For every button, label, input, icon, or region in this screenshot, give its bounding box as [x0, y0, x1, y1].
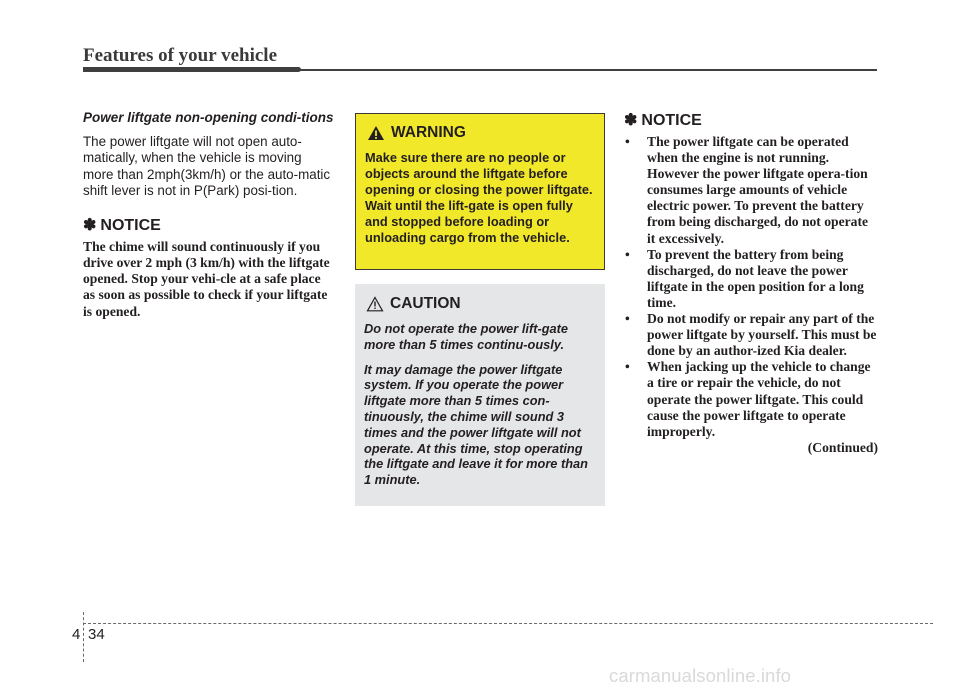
footer-dashed-divider	[83, 612, 84, 662]
continued-label: (Continued)	[807, 439, 878, 455]
page-header-title: Features of your vehicle	[83, 45, 278, 66]
watermark-text: carmanualsonline.info	[609, 665, 792, 686]
notice-item: • When jacking up the vehicle to change a tire or repair the vehicle, do not operate the power liftgate. This could cause the power liftgate to operate improperly.	[624, 359, 878, 439]
liftgate-non-opening-text: The power liftgate will not open auto-matically, when the vehicle is moving more than 2mph(3km/h) or the auto-matic shift lever is not in P(Park) posi-tion.	[83, 134, 331, 198]
caution-box	[355, 284, 605, 506]
footer-dashed-rule	[83, 623, 933, 624]
notice-text-left: The chime will sound continuously if you drive over 2 mph (3 km/h) with the liftgate opened. Stop your vehi-cle at a safe place as soon as possible to check if your liftgate is opened.	[83, 239, 330, 319]
header-rule-thick	[83, 67, 301, 72]
caution-paragraph-1: Do not operate the power lift-gate more than 5 times continu-ously.	[364, 321, 569, 352]
caution-title-row	[366, 292, 596, 316]
header-rule-thin	[300, 69, 877, 71]
warning-triangle-icon	[367, 125, 385, 141]
chapter-number: 4	[72, 626, 81, 643]
caution-triangle-icon	[366, 296, 384, 312]
warning-title-row	[367, 121, 595, 145]
notice-asterisk-icon: ✽	[83, 217, 97, 235]
notice-title-right: NOTICE	[641, 112, 702, 129]
notice-heading-right	[624, 111, 878, 131]
notice-heading-left	[83, 216, 335, 236]
warning-box	[355, 113, 605, 270]
warning-title: WARNING	[391, 124, 466, 141]
notice-title-left: NOTICE	[100, 217, 161, 235]
caution-paragraph-2: It may damage the power liftgate system. If you operate the power liftgate more than 5 times con-tinuously, the chime will sound 3 times and the power liftgate will not operate. At this time, stop operating the liftgate and leave it for more than 1 minute.	[364, 361, 588, 488]
page-number: 34	[88, 626, 105, 643]
liftgate-non-opening-heading: Power liftgate non-opening condi-tions	[83, 110, 334, 125]
notice-item: • Do not modify or repair any part of the power liftgate by yourself. This must be done by an author-ized Kia dealer.	[624, 311, 878, 359]
notice-item: • To prevent the battery from being discharged, do not leave the power liftgate in the open position for a long time.	[624, 247, 878, 311]
notice-list	[624, 134, 878, 440]
notice-item: • The power liftgate can be operated when the engine is not running. However the power liftgate opera-tion consumes large amounts of vehicle electric power. To prevent the battery from being discharged, do not operate it excessively.	[624, 134, 878, 247]
caution-title: CAUTION	[390, 295, 461, 312]
notice-asterisk-icon: ✽	[624, 112, 638, 129]
right-column	[624, 111, 878, 456]
warning-text: Make sure there are no people or objects around the liftgate before opening or closing the power liftgate. Wait until the lift-gate is open fully and stopped before loading or unloading cargo from the vehicle.	[365, 150, 593, 245]
left-column	[83, 110, 335, 320]
